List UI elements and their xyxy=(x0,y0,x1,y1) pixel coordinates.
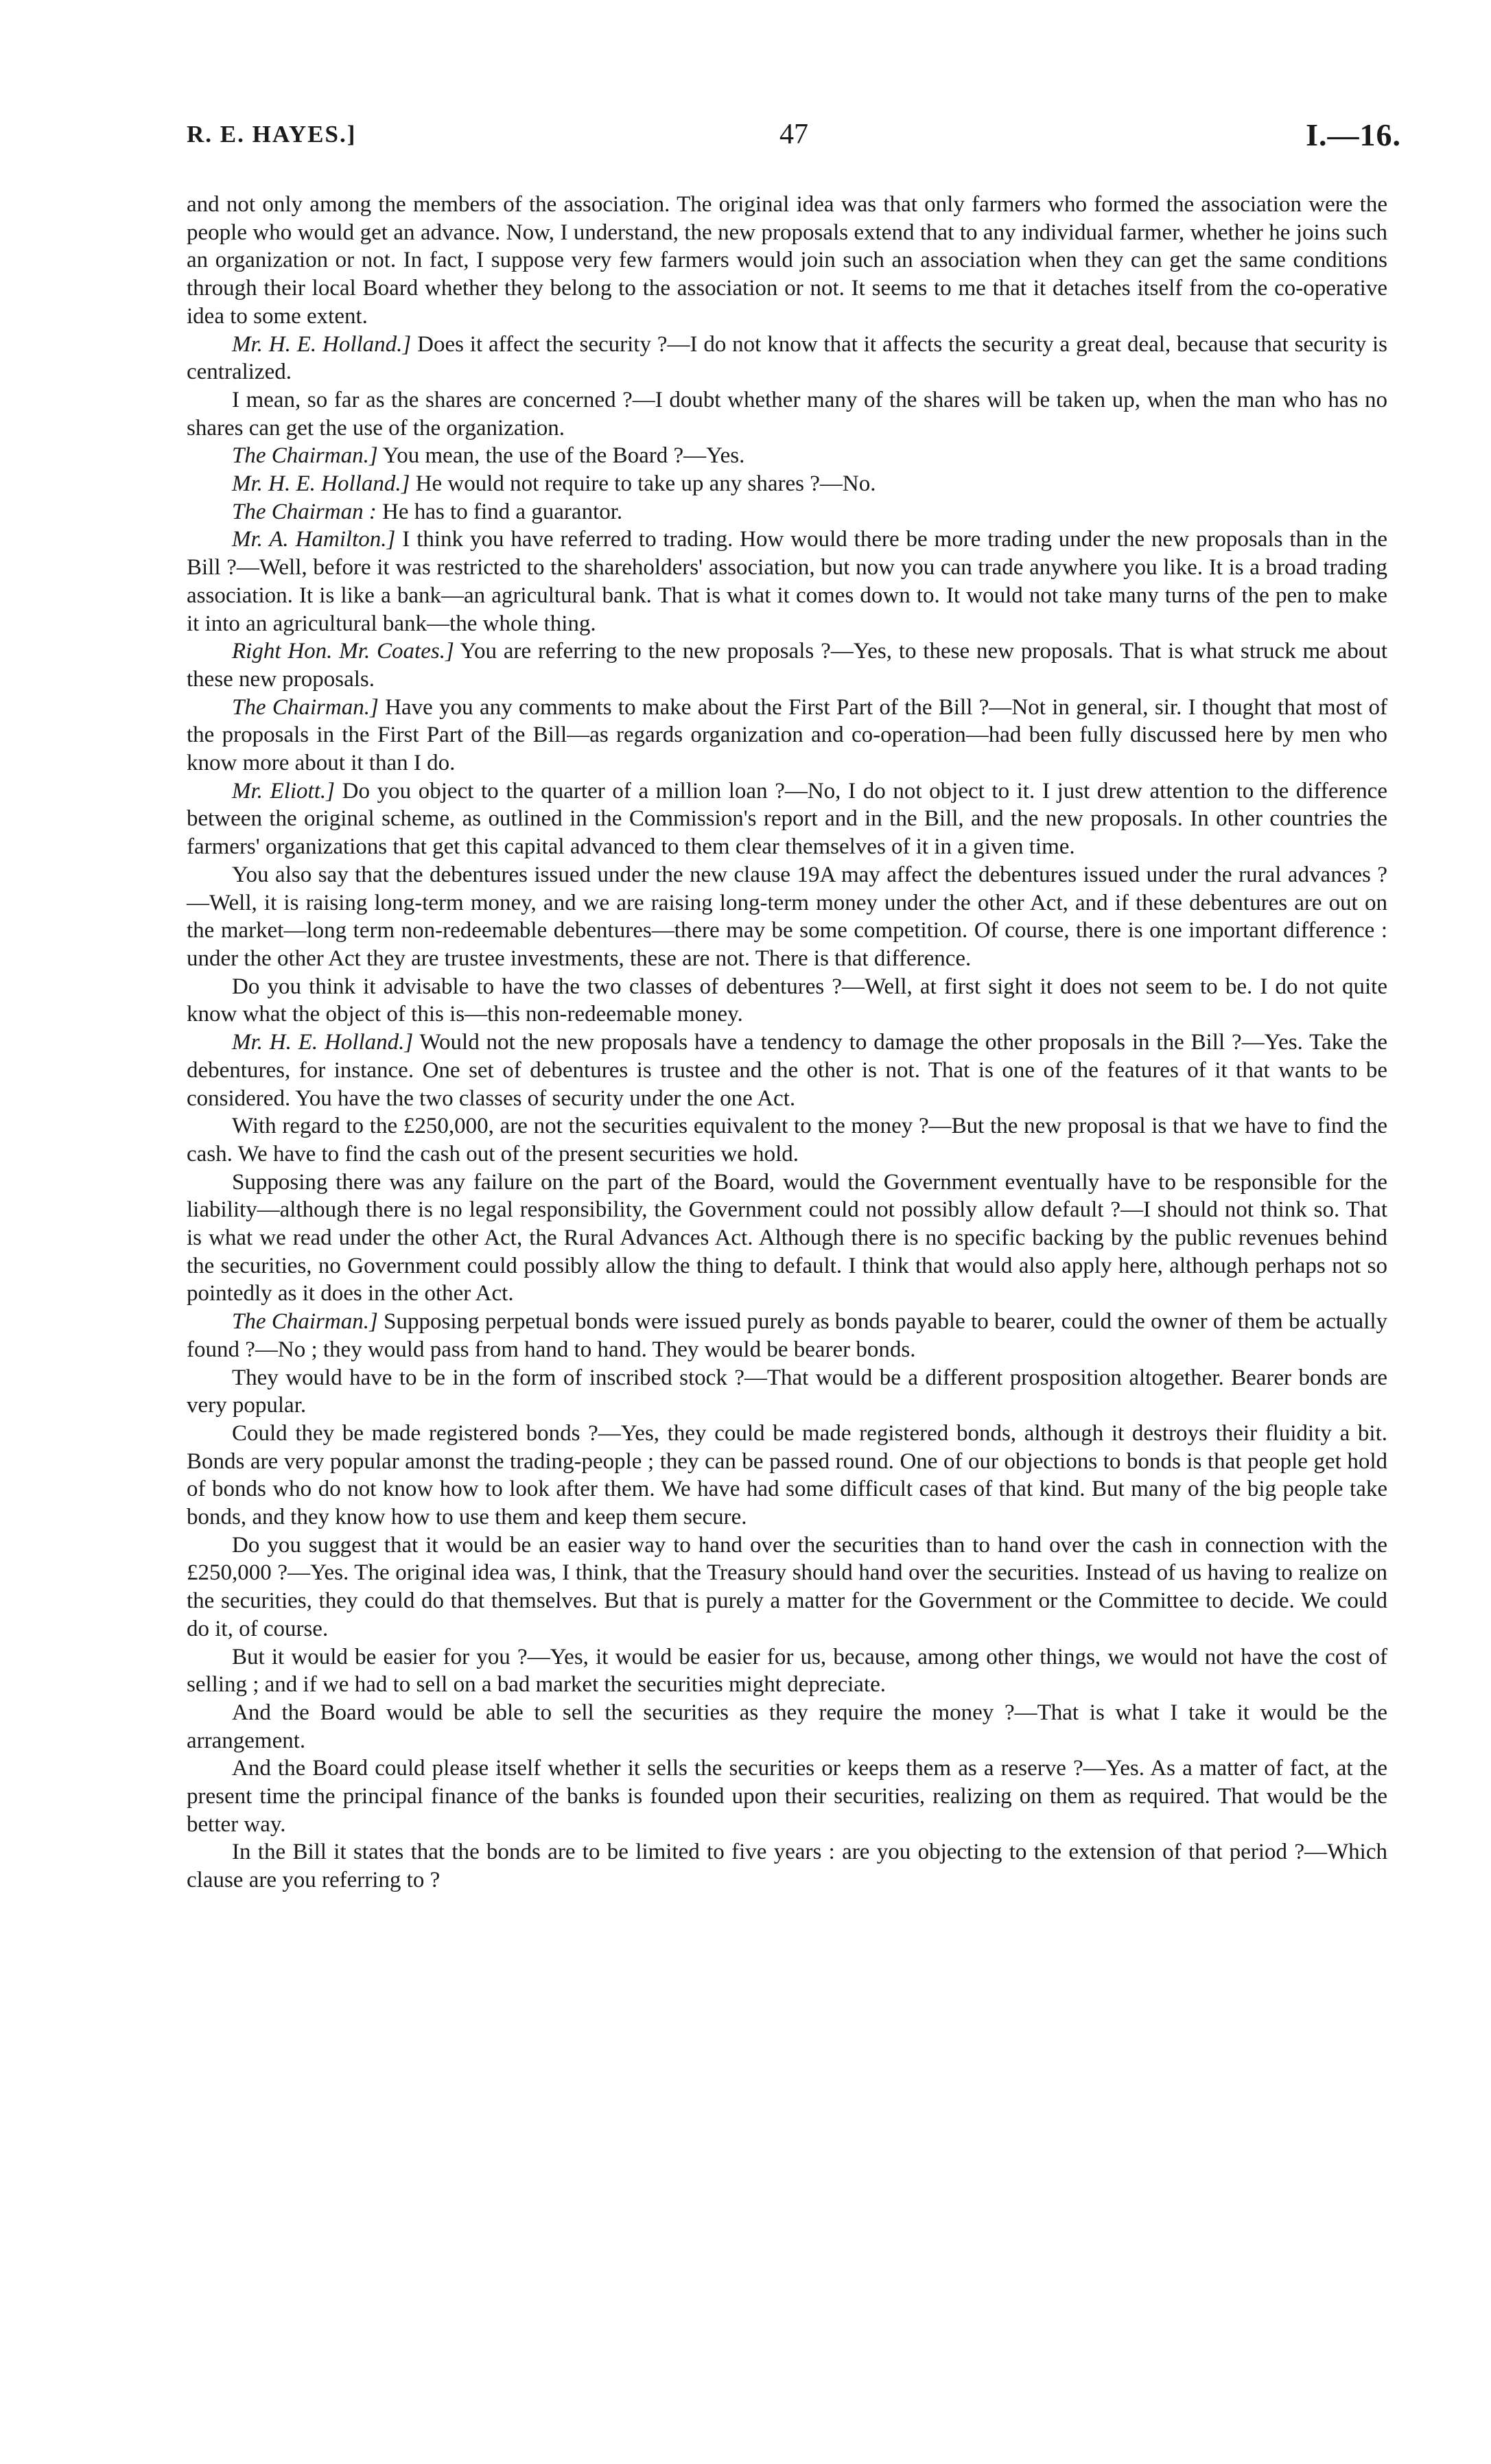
paragraph-text: I mean, so far as the shares are concerned ?—I doubt whether many of the shares will be taken up, when the man who has no shares can get the use of the organization. xyxy=(187,387,1387,441)
paragraph-text: I think you have referred to trading. How would there be more trading under the new proposals than in the Bill ?—Well, before it was restricted to the shareholders' association, but now you can trade anywhere you like. It is a broad trading association. It is like a bank—an agricultural bank. That is what it comes down to. It would not take many turns of the pen to make it into an agricultural bank—the whole thing. xyxy=(187,527,1388,636)
paragraph-text: Would not the new proposals have a tendency to damage the other proposals in the Bill ?—Yes. Take the debentures, for instance. One set of debentures is trustee and the other is not. That is one of the features of it that wants to be considered. You have the two classes of security under the one Act. xyxy=(187,1030,1387,1111)
paragraph-text: Do you object to the quarter of a million loan ?—No, I do not object to it. I just drew attention to the difference between the original scheme, as outlined in the Commission's report and in the Bill, and the new proposals. In other countries the farmers' organizations that get this capital advanced to them clear themselves of it in a given time. xyxy=(187,778,1387,860)
speaker: Right Hon. Mr. Coates.] xyxy=(232,639,454,664)
paragraph-text: In the Bill it states that the bonds are to be limited to five years : are you objecting to the extension of that period ?—Which clause are you referring to ? xyxy=(187,1840,1387,1893)
paragraph xyxy=(187,637,1387,693)
paragraph-text: They would have to be in the form of inscribed stock ?—That would be a different prosposition altogether. Bearer bonds are very popular. xyxy=(187,1365,1387,1418)
paragraph-text: And the Board would be able to sell the securities as they require the money ?—That is what I take it would be the arrangement. xyxy=(187,1700,1387,1753)
transcript-body xyxy=(187,191,1387,1894)
paragraph xyxy=(187,1699,1387,1755)
speaker: Mr. H. E. Holland.] xyxy=(232,331,412,357)
speaker: The Chairman.] xyxy=(232,694,379,720)
paragraph-text: With regard to the £250,000, are not the securities equivalent to the money ?—But the new proposal is that we have to find the cash. We have to find the cash out of the present securities we hold. xyxy=(187,1114,1387,1166)
paragraph xyxy=(187,331,1387,386)
paragraph-text: Supposing perpetual bonds were issued purely as bonds payable to bearer, could the owner of them be actually found ?—No ; they would pass from hand to hand. They would be bearer bonds. xyxy=(187,1309,1387,1362)
paragraph-text: You mean, the use of the Board ?—Yes. xyxy=(377,443,745,469)
paragraph xyxy=(187,1755,1387,1838)
speaker: Mr. A. Hamilton.] xyxy=(232,527,396,552)
speaker: The Chairman : xyxy=(232,499,377,524)
paragraph xyxy=(187,470,1387,498)
speaker: The Chairman.] xyxy=(232,1309,378,1335)
speaker: Mr. H. E. Holland.] xyxy=(232,1030,414,1055)
speaker: Mr. H. E. Holland.] xyxy=(232,471,410,497)
paragraph xyxy=(187,526,1387,637)
paragraph xyxy=(187,973,1387,1029)
paragraph-text: Supposing there was any failure on the part of the Board, would the Government eventually have to be responsible for the liability—although there is no legal responsibility, the Government could not possibly allow default ?—I should not think so. That is what we read under the other Act, the Rural Advances Act. Although there is no specific backing by the public revenues behind the securities, no Government could possibly allow the thing to default. I think that would also apply here, although perhaps not so pointedly as it does in the other Act. xyxy=(187,1169,1387,1306)
paragraph xyxy=(187,1643,1387,1699)
paragraph xyxy=(187,1169,1387,1309)
paragraph-text: and not only among the members of the association. The original idea was that only farmers who formed the association were the people who would get an advance. Now, I understand, the new proposals extend that to any individual farmer, whether he joins such an organization or not. In fact, I suppose very few farmers would join such an association when they can get the same conditions through their local Board whether they belong to the association or not. It seems to me that it detaches itself from the co-operative idea to some extent. xyxy=(187,192,1387,329)
paragraph xyxy=(187,1029,1387,1112)
paragraph xyxy=(187,191,1387,331)
paragraph-text: Could they be made registered bonds ?—Yes, they could be made registered bonds, although it destroys their fluidity a bit. Bonds are very popular amonst the trading-people ; they can be passed round. One of our objections to bonds is that people get hold of bonds who do not know how to look after them. We have had some difficult cases of that kind. But many of the big people take bonds, and they know how to use them and keep them secure. xyxy=(187,1420,1387,1530)
paragraph-text: Does it affect the security ?—I do not know that it affects the security a great deal, because that security is centralized. xyxy=(187,331,1387,385)
paragraph xyxy=(187,1364,1387,1420)
speaker: The Chairman.] xyxy=(232,443,378,469)
paragraph xyxy=(187,694,1387,777)
paragraph xyxy=(187,777,1387,861)
paragraph xyxy=(187,1532,1387,1643)
paragraph-text: And the Board could please itself whether it sells the securities or keeps them as a reserve ?—Yes. As a matter of fact, at the present time the principal finance of the banks is founded upon their securities, realizing on them as required. That would be the better way. xyxy=(187,1756,1387,1837)
paragraph xyxy=(187,442,1387,470)
paragraph xyxy=(187,1308,1387,1363)
paragraph-text: But it would be easier for you ?—Yes, it would be easier for us, because, among other things, we would not have the cost of selling ; and if we had to sell on a bad market the securities might depreciate. xyxy=(187,1644,1387,1698)
paragraph-text: Have you any comments to make about the First Part of the Bill ?—Not in general, sir. I thought that most of the proposals in the First Part of the Bill—as regards organization and co-operation—had been fully discussed here by men who know more about it than I do. xyxy=(187,694,1388,776)
paragraph-text: He would not require to take up any shares ?—No. xyxy=(410,471,876,497)
page-header xyxy=(187,117,1401,162)
paragraph xyxy=(187,498,1387,526)
paragraph-text: Do you think it advisable to have the two classes of debentures ?—Well, at first sight it does not seem to be. I do not quite know what the object of this is—this non-redeemable money. xyxy=(187,974,1387,1027)
paragraph xyxy=(187,1112,1387,1168)
paragraph xyxy=(187,1838,1387,1894)
paragraph-text: Do you suggest that it would be an easier way to hand over the securities than to hand over the cash in connection with the £250,000 ?—Yes. The original idea was, I think, that the Treasury should hand over the securities. Instead of us having to realize on the securities, they could do that themselves. But that is purely a matter for the Government or the Committee to decide. We could do it, of course. xyxy=(187,1532,1387,1641)
paper-reference: I.—16. xyxy=(1306,117,1401,152)
paragraph-text: You are referring to the new proposals ?—Yes, to these new proposals. That is what struck me about these new proposals. xyxy=(187,639,1387,692)
paragraph xyxy=(187,386,1387,442)
paragraph xyxy=(187,1420,1387,1532)
witness-name: R. E. HAYES.] xyxy=(187,121,357,148)
paragraph xyxy=(187,861,1387,973)
speaker: Mr. Eliott.] xyxy=(232,778,335,803)
paragraph-text: He has to find a guarantor. xyxy=(376,499,623,524)
paragraph-text: You also say that the debentures issued under the new clause 19A may affect the debentures issued under the rural advances ?—Well, it is raising long-term money, and we are raising long-term money under the other Act, and if these debentures are out on the market—long term non-redeemable debentures—there may be some competition. Of course, there is one important difference : under the other Act they are trustee investments, these are not. There is that difference. xyxy=(187,862,1387,971)
page-number: 47 xyxy=(779,119,808,150)
